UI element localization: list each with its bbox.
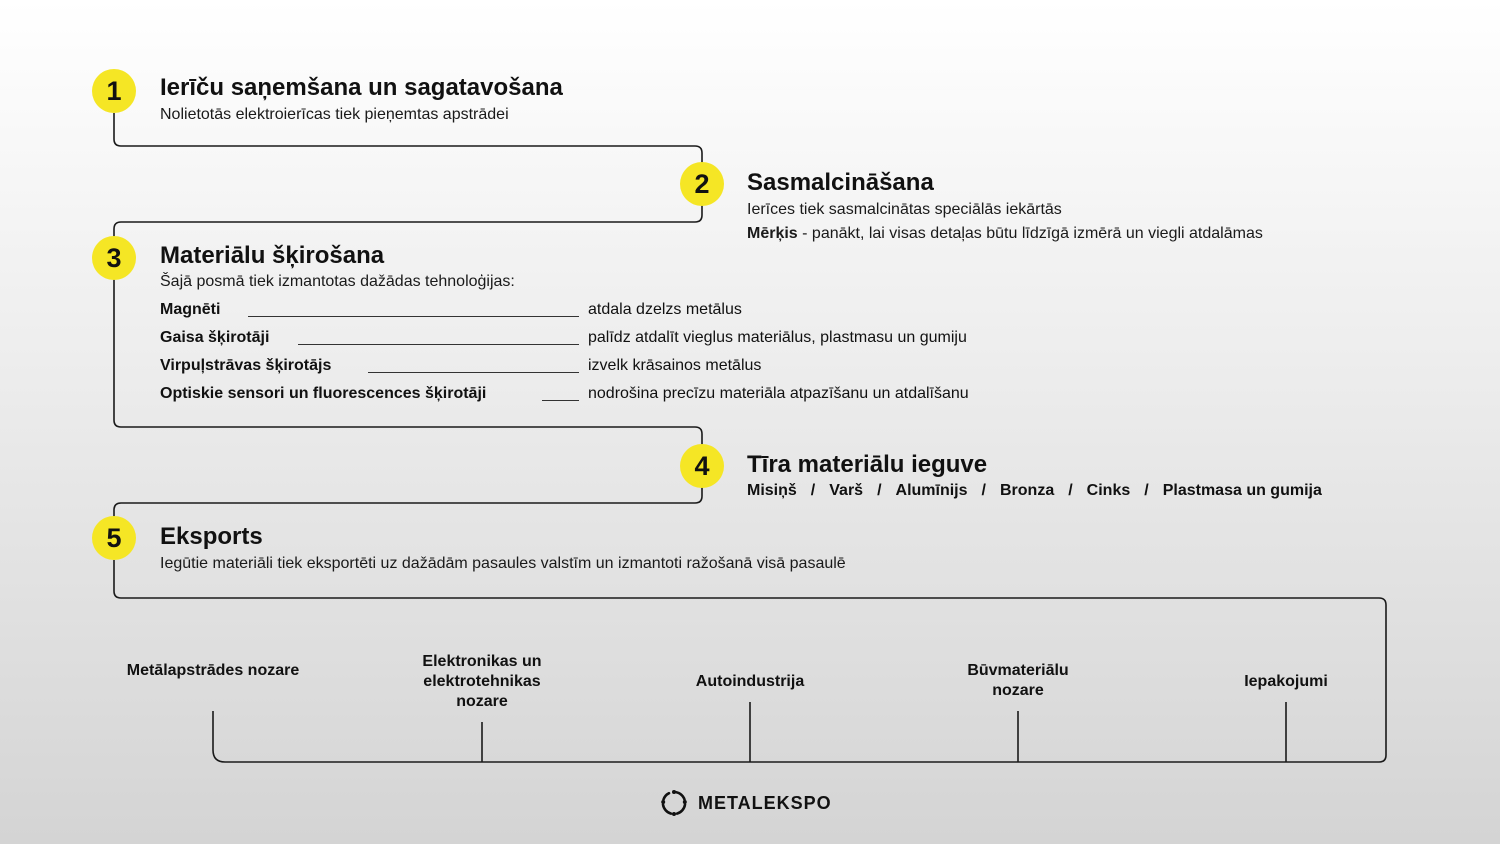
metalekspo-ring-icon: [660, 789, 688, 817]
material-item: Misiņš: [747, 482, 797, 499]
industry-label: Autoindustrija: [695, 673, 805, 690]
technology-description: palīdz atdalīt vieglus materiālus, plastmasu un gumiju: [588, 329, 967, 346]
technology-name: Optiskie sensori un fluorescences šķirotāji: [160, 385, 487, 402]
industry-label: Metālapstrādes nozare: [126, 662, 300, 679]
technology-name: Magnēti: [160, 301, 221, 318]
material-item: Cinks: [1086, 482, 1131, 499]
step-2-goal-text: - panākt, lai visas detaļas būtu līdzīgā izmērā un viegli atdalāmas: [797, 225, 1263, 242]
technology-description: izvelk krāsainos metālus: [588, 357, 762, 374]
step-3-title: Materiālu šķirošana: [160, 242, 385, 269]
technology-leader-line: [368, 372, 579, 373]
step-1-title: Ierīču saņemšana un sagatavošana: [160, 74, 563, 101]
step-3-badge: 3: [92, 236, 136, 280]
step-2-goal-label: Mērķis: [747, 225, 798, 242]
step-2-goal: [747, 225, 1263, 243]
material-separator: /: [981, 482, 986, 499]
step-4-badge: 4: [680, 444, 724, 488]
material-item: Alumīnijs: [895, 482, 968, 499]
technology-description: atdala dzelzs metālus: [588, 301, 742, 318]
technology-name: Gaisa šķirotāji: [160, 329, 270, 346]
technology-description: nodrošina precīzu materiāla atpazīšanu un atdalīšanu: [588, 385, 969, 402]
material-separator: /: [877, 482, 882, 499]
step-2-badge: 2: [680, 162, 724, 206]
materials-list: [747, 482, 1322, 500]
step-4-title: Tīra materiālu ieguve: [747, 451, 988, 478]
material-separator: /: [1144, 482, 1149, 499]
industry-label: Būvmateriālu nozare: [967, 662, 1069, 699]
industry-label: Iepakojumi: [1244, 673, 1328, 690]
material-item: Varš: [829, 482, 864, 499]
connector-4-5: [114, 484, 702, 518]
step-2-subtitle: Ierīces tiek sasmalcinātas speciālās iekārtās: [747, 201, 1062, 218]
technology-leader-line: [298, 344, 579, 345]
logo-text: METALEKSPO: [698, 792, 832, 813]
step-2-title: Sasmalcināšana: [747, 169, 934, 196]
step-5-title: Eksports: [160, 523, 263, 550]
material-separator: /: [1068, 482, 1073, 499]
step-1-subtitle: Nolietotās elektroierīcas tiek pieņemtas apstrādei: [160, 106, 509, 123]
technology-leader-line: [248, 316, 579, 317]
metalekspo-logo: [660, 789, 832, 817]
material-separator: /: [810, 482, 816, 499]
step-3-subtitle: Šajā posmā tiek izmantotas dažādas tehnoloģijas:: [160, 273, 515, 290]
industry-label: Elektronikas un elektrotehnikas nozare: [422, 653, 542, 710]
material-item: Bronza: [999, 482, 1055, 499]
material-item: Plastmasa un gumija: [1162, 482, 1322, 499]
step-5-badge: 5: [92, 516, 136, 560]
connector-2-3: [114, 200, 702, 240]
step-1-badge: 1: [92, 69, 136, 113]
technology-leader-line: [542, 400, 579, 401]
technology-name: Virpuļstrāvas šķirotājs: [160, 357, 332, 374]
step-5-subtitle: Iegūtie materiāli tiek eksportēti uz dažādām pasaules valstīm un izmantoti ražošanā visā pasaulē: [160, 555, 846, 572]
